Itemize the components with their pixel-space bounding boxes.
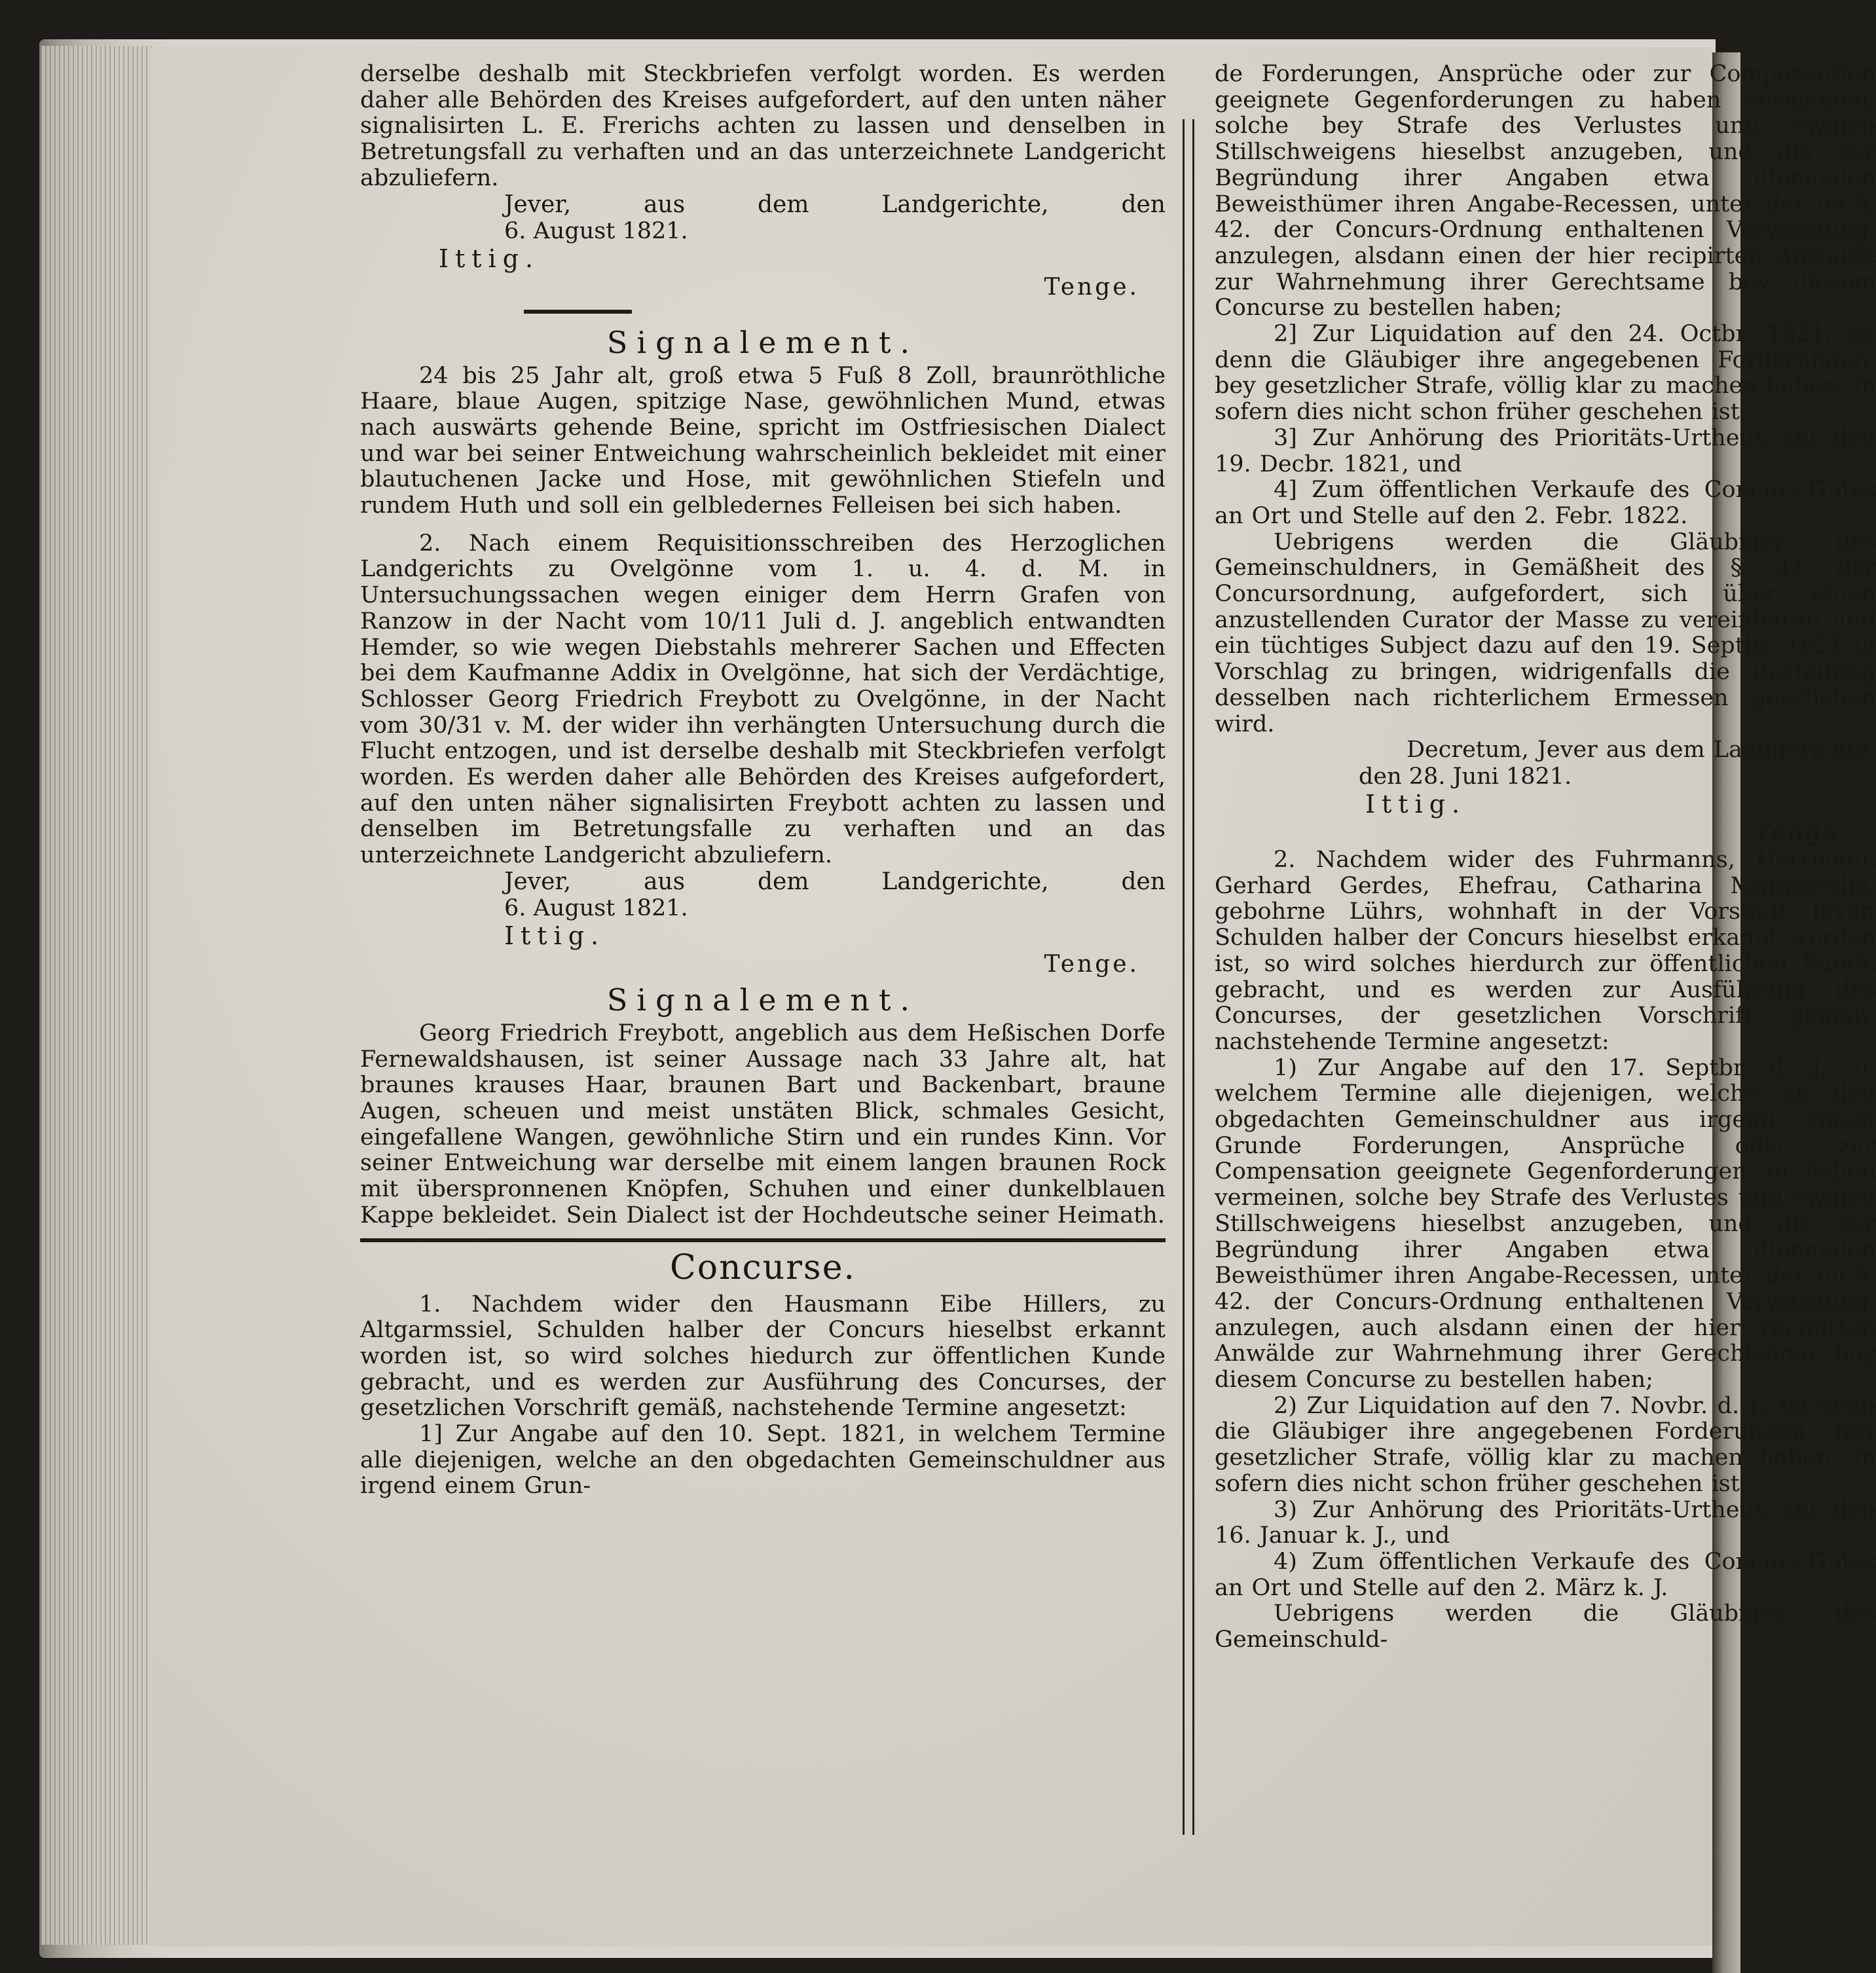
decretum-date: den 28. Juni 1821. [1359,763,1572,790]
concurse-1-continuation: de Forderungen, Ansprüche oder zur Compensation geeignete Gegenforderungen zu haben vermeinen, solche bey Strafe des Verlustes und ewigen Stillschweigens hieselbst anzugeben, und die zur Begründung ihrer Angaben etwa dienenden Beweisthümer ihren Angabe-Recessen, unter der im §. 42. der Concurs-Ordnung enthaltenen Verwarnung, anzulegen, alsdann einen der hier recipirten Anwälde zur Wahrnehmung ihrer Gerechtsame bey diesem Concurse zu bestellen haben; [1215,61,1876,322]
concurse-2-uebrigens: Uebrigens werden die Gläubiger des Gemeinschuld- [1215,1600,1876,1653]
signalement-paragraph-2: Georg Friedrich Freybott, angeblich aus dem Heßischen Dorfe Fernewaldshausen, ist seiner Aussage nach 33 Jahre alt, hat braunes krauses Haar, braunen Bart und Backenbart, braune Augen, scheuen und meist unstäten Blick, schmales Gesicht, eingefallene Wangen, gewöhnliche Stirn und ein rundes Kinn. Vor seiner Entweichung war derselbe mit einem langen braunen Rock mit überspronnenen Knöpfen, Schuhen und einer dunkelblauen Kappe bekleidet. Sein Dialect ist der Hochdeutsche seiner Heimath. [360,1020,1166,1228]
column-divider [1183,119,1194,1835]
concurse-1-item-1: 1] Zur Angabe auf den 10. Sept. 1821, in welchem Termine alle diejenigen, welche an den obgedachten Gemeinschuldner aus irgend einem Grun- [360,1421,1166,1500]
date-line-1: 6. August 1821. [504,217,688,244]
place-line-2: Jever, aus dem Landgerichte, den [504,868,1166,895]
heading-concurse: Concurse. [669,1247,856,1287]
scanned-page [151,47,1876,1946]
concurse-2-item-3: 3) Zur Anhörung des Prioritäts-Urtheils auf den 16. Januar k. J., und [1215,1496,1876,1549]
page-edges [41,46,152,1945]
signer-ittig-1: Ittig. [439,244,540,273]
concurse-2-item-1: 1) Zur Angabe auf den 17. Septbr. d. J., in welchem Termine alle diejenigen, welche an den obgedachten Gemeinschuldner aus irgend einem Grunde Forderungen, Ansprüche oder zur Compensation geeignete Gegenforderungen zu haben vermeinen, solche bey Strafe des Verlustes und ewigen Stillschweigens hieselbst anzugeben, und die zur Begründung ihrer Angaben etwa dienenden Beweisthümer ihren Angabe-Recessen, unter der im §. 42. der Concurs-Ordnung enthaltenen Verwarnung, anzulegen, auch alsdann einen der hier recipirten Anwälde zur Wahrnehmung ihrer Gerechtsame bey diesem Concurse zu bestellen haben; [1215,1054,1876,1393]
concurse-paragraph-2: 2. Nachdem wider des Fuhrmanns, Herrmann Gerhard Gerdes, Ehefrau, Catharina Margaretha, gebohrne Lührs, wohnhaft in der Vorstadt Jever, Schulden halber der Concurs hieselbst erkannt worden ist, so wird solches hierdurch zur öffentlichen Kunde gebracht, und es werden zur Ausführung des Concurses, der gesetzlichen Vorschrift gemäß, nachstehende Termine angesetzt: [1215,846,1876,1055]
concurse-paragraph-1: 1. Nachdem wider den Hausmann Eibe Hillers, zu Altgarmssiel, Schulden halber der Concurs hieselbst erkannt worden ist, so wird solches hiedurch zur öffentlichen Kunde gebracht, und es werden zur Ausführung des Concurses, der gesetzlichen Vorschrift gemäß, nachstehende Termine angesetzt: [360,1291,1166,1422]
place-line-1: Jever, aus dem Landgerichte, den [504,191,1166,218]
left-column [360,62,1166,1500]
concurse-2-item-4: 4) Zum öffentlichen Verkaufe des Concurs-Gutes an Ort und Stelle auf den 2. März k. J. [1215,1548,1876,1601]
right-column [1215,62,1876,1653]
signer-tenge-3: Tenge. [1754,819,1850,846]
concurse-1-item-2: 2] Zur Liquidation auf den 24. Octbr. 1821, da denn die Gläubiger ihre angegebenen Forderungen, bey gesetzlicher Strafe, völlig klar zu machen haben, in sofern dies nicht schon früher geschehen ist; [1215,321,1876,426]
signalement-paragraph-1: 24 bis 25 Jahr alt, groß etwa 5 Fuß 8 Zoll, braunröthliche Haare, blaue Augen, spitzige Nase, gewöhnlichen Mund, etwas nach auswärts gehende Beine, spricht im Ostfriesischen Dialect und war bei seiner Entweichung wahrscheinlich bekleidet mit einer blautuchenen Jacke und Hose, mit gewöhnlichen Stiefeln und rundem Huth und soll ein gelbledernes Felleisen bei sich haben. [360,362,1166,519]
decretum-line: Decretum, Jever aus dem Landgerichte, [1406,737,1876,764]
signer-tenge-1: Tenge. [1044,273,1139,301]
intro-paragraph: derselbe deshalb mit Steckbriefen verfolgt worden. Es werden daher alle Behörden des Kreises aufgefordert, auf den unten näher signalisirten L. E. Frerichs achten zu lassen und denselben in Betretungsfall zu verhaften und an das unterzeichnete Landgericht abzuliefern. [360,61,1166,191]
signer-tenge-2: Tenge. [1044,950,1139,978]
signer-ittig-3: Ittig. [1365,789,1467,819]
concurse-1-item-3: 3] Zur Anhörung des Prioritäts-Urtheils auf den 19. Decbr. 1821, und [1215,424,1876,477]
section-rule-2 [360,1238,1166,1242]
heading-signalement-2: Signalement. [606,982,919,1018]
concurse-1-uebrigens: Uebrigens werden die Gläubiger des Gemeinschuldners, in Gemäßheit des §. 32. der Concursordnung, aufgefordert, sich über einen anzustellenden Curator der Masse zu vereinbaren und ein tüchtiges Subject dazu auf den 19. Septbr. 1821 in Vorschlag zu bringen, widrigenfalls die Bestellung desselben nach richterlichem Ermessen geschehen wird. [1215,528,1876,737]
concurse-2-item-2: 2) Zur Liquidation auf den 7. Novbr. d. J., da denn die Gläubiger ihre angegebenen Forderungen, bey gesetzlicher Strafe, völlig klar zu machen haben, in sofern dies nicht schon früher geschehen ist; [1215,1392,1876,1497]
concurse-1-item-4: 4] Zum öffentlichen Verkaufe des Concurs-Gutes an Ort und Stelle auf den 2. Febr. 1822. [1215,477,1876,529]
notice-paragraph-2: 2. Nach einem Requisitionsschreiben des Herzoglichen Landgerichts zu Ovelgönne vom 1. u. 4. d. M. in Untersuchungssachen wegen einiger dem Herrn Grafen von Ranzow in der Nacht vom 10/11 Juli d. J. angeblich entwandten Hemder, so wie wegen Diebstahls mehrerer Sachen und Effecten bei dem Kaufmanne Addix in Ovelgönne, hat sich der Verdächtige, Schlosser Georg Friedrich Freybott zu Ovelgönne, in der Nacht vom 30/31 v. M. der wider ihn verhängten Untersuchung durch die Flucht entzogen, und ist derselbe deshalb mit Steckbriefen verfolgt worden. Es werden daher alle Behörden des Kreises aufgefordert, auf den unten näher signalisirten Freybott achten zu lassen und denselben im Betretungsfalle zu verhaften und an das unterzeichnete Landgericht abzuliefern. [360,530,1166,869]
section-rule-1 [524,310,632,314]
signer-ittig-2: Ittig. [504,921,606,950]
heading-signalement-1: Signalement. [606,324,919,360]
date-line-2: 6. August 1821. [504,894,688,921]
